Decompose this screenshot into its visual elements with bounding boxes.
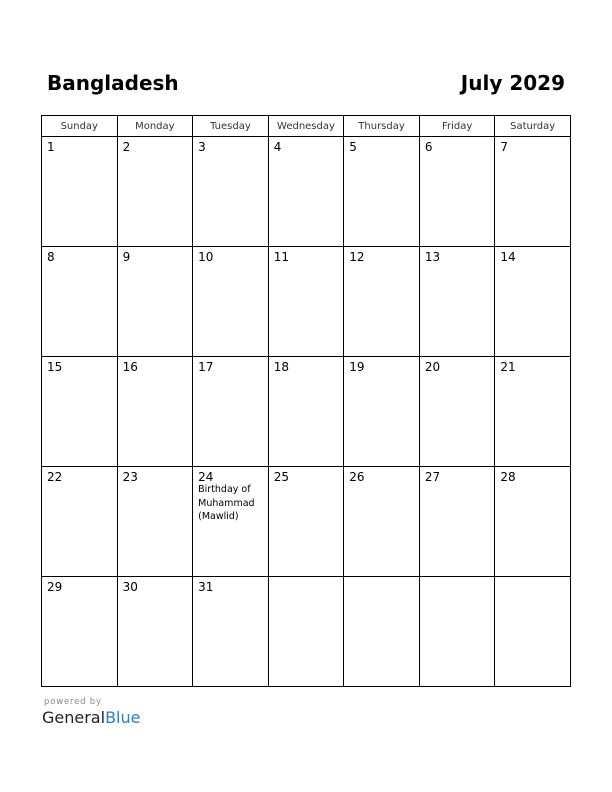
- day-number: 5: [349, 140, 357, 154]
- day-number: 11: [273, 250, 289, 264]
- day-number: 29: [47, 580, 63, 594]
- day-number: 4: [273, 140, 282, 154]
- day-number: 26: [349, 470, 365, 484]
- day-number: 25: [273, 470, 289, 484]
- day-cell: [268, 357, 344, 467]
- day-cell: [42, 357, 118, 467]
- day-cell: [344, 577, 420, 687]
- day-cell: [419, 577, 495, 687]
- day-cell: [117, 577, 193, 687]
- day-cell: [117, 357, 193, 467]
- day-number: 22: [47, 470, 63, 484]
- day-cell: [268, 577, 344, 687]
- day-cell: [42, 467, 118, 577]
- weekday-header: Friday: [419, 116, 495, 137]
- day-number: 15: [47, 360, 63, 374]
- day-number: 28: [500, 470, 516, 484]
- day-cell: [268, 247, 344, 357]
- day-cell: [419, 247, 495, 357]
- holiday-label: Birthday of Muhammad (Mawlid): [198, 484, 255, 522]
- day-number: 17: [198, 360, 214, 374]
- day-cell: [344, 357, 420, 467]
- day-cell: [419, 357, 495, 467]
- day-number: 23: [122, 470, 138, 484]
- day-cell: [268, 467, 344, 577]
- country-title: Bangladesh: [47, 71, 179, 95]
- day-cell: [495, 577, 571, 687]
- day-cell: [495, 467, 571, 577]
- week-row: [42, 577, 571, 687]
- weekday-header: Thursday: [344, 116, 420, 137]
- day-cell: [419, 137, 495, 247]
- day-cell: [344, 247, 420, 357]
- day-cell: [42, 247, 118, 357]
- day-cell: [193, 577, 269, 687]
- day-number: 14: [500, 250, 516, 264]
- weekday-header: Wednesday: [268, 116, 344, 137]
- day-number: [269, 577, 344, 580]
- day-number: 30: [122, 580, 138, 594]
- day-number: 8: [47, 250, 55, 264]
- day-number: 24: [198, 470, 214, 484]
- day-cell: [42, 577, 118, 687]
- day-number: 1: [47, 140, 55, 154]
- day-cell: [495, 137, 571, 247]
- day-cell: [419, 467, 495, 577]
- week-row: [42, 247, 571, 357]
- week-row: [42, 467, 571, 577]
- day-number: 27: [424, 470, 441, 484]
- day-number: 10: [198, 250, 214, 264]
- day-number: 2: [122, 140, 131, 154]
- calendar-grid: [41, 115, 571, 687]
- day-number: 16: [122, 360, 138, 374]
- day-cell: [495, 247, 571, 357]
- weekday-header-row: [42, 116, 571, 137]
- day-number: [420, 577, 495, 580]
- day-number: 20: [424, 360, 441, 374]
- day-cell: [117, 137, 193, 247]
- day-number: 31: [198, 580, 214, 594]
- brand-logo[interactable]: [42, 708, 140, 728]
- day-number: 13: [424, 250, 441, 264]
- brand-name-general: General: [42, 708, 106, 727]
- day-number: [495, 577, 570, 580]
- day-cell: [117, 247, 193, 357]
- brand-name-blue: Blue: [105, 708, 141, 727]
- day-cell: [193, 247, 269, 357]
- day-number: 21: [500, 360, 516, 374]
- weekday-header: Tuesday: [193, 116, 269, 137]
- day-cell: [193, 137, 269, 247]
- weekday-header: Monday: [117, 116, 193, 137]
- day-number: 9: [122, 250, 131, 264]
- day-cell: [344, 137, 420, 247]
- day-number: 18: [273, 360, 289, 374]
- month-title: July 2029: [460, 71, 565, 95]
- weekday-header: Sunday: [42, 116, 118, 137]
- day-cell: [495, 357, 571, 467]
- day-cell: [42, 137, 118, 247]
- day-cell: [117, 467, 193, 577]
- weekday-header: Saturday: [495, 116, 571, 137]
- day-cell: [268, 137, 344, 247]
- day-cell: [193, 467, 269, 577]
- powered-by-text: powered by: [44, 697, 102, 707]
- day-number: [344, 577, 419, 580]
- week-row: [42, 137, 571, 247]
- day-cell: [193, 357, 269, 467]
- day-cell: [344, 467, 420, 577]
- week-row: [42, 357, 571, 467]
- day-number: 12: [349, 250, 365, 264]
- day-number: 19: [349, 360, 365, 374]
- day-number: 3: [198, 140, 206, 154]
- day-number: 7: [500, 140, 509, 154]
- day-number: 6: [424, 140, 433, 154]
